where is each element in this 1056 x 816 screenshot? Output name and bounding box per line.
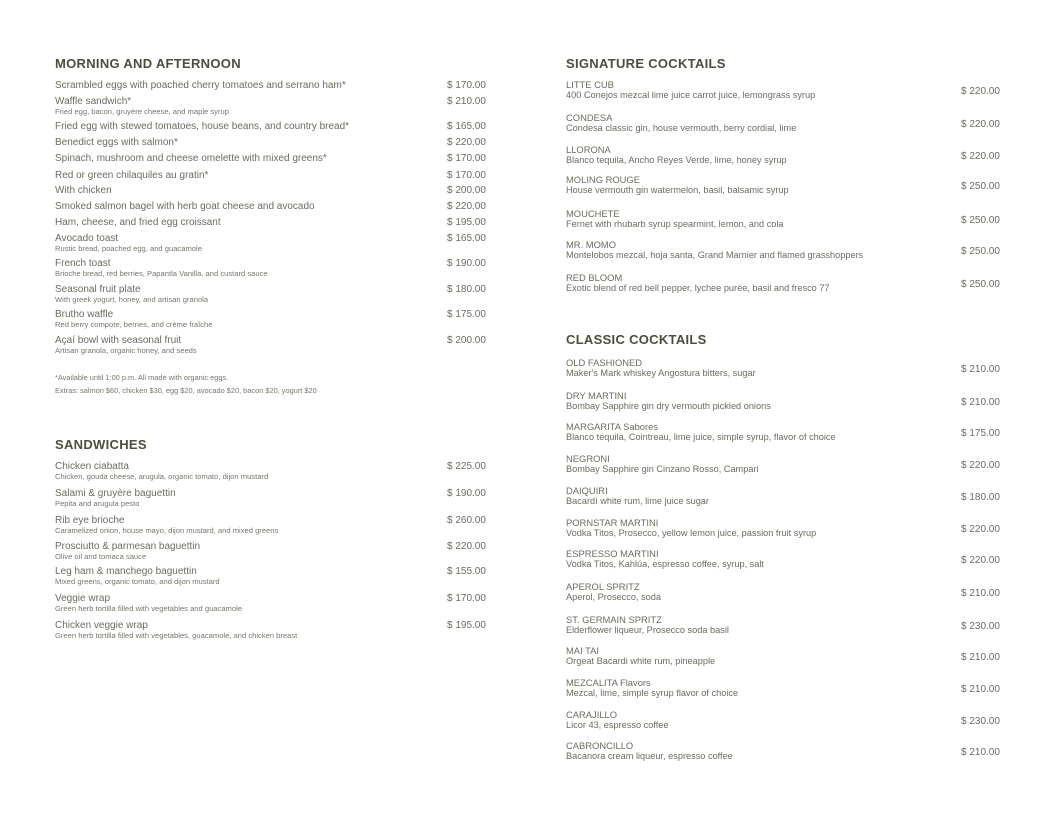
menu-item — [566, 453, 1011, 475]
menu-item — [55, 541, 495, 561]
menu-item — [55, 217, 495, 228]
item-price: $ 220.00 — [447, 201, 486, 212]
item-price: $ 200.00 — [447, 185, 486, 196]
item-name: Smoked salmon bagel with herb goat cheese and avocado — [55, 201, 315, 212]
menu-item — [55, 515, 495, 535]
menu-item — [566, 581, 1011, 603]
item-price: $ 210.00 — [961, 684, 1000, 695]
item-price: $ 250.00 — [961, 181, 1000, 192]
menu-item — [566, 517, 1011, 539]
item-name: CABRONCILLO — [566, 740, 634, 751]
item-name: MR. MOMO — [566, 239, 616, 250]
item-name: Fried egg with stewed tomatoes, house beans, and country bread* — [55, 121, 350, 132]
item-description: Blanco tequila, Ancho Reyes Verde, lime, honey syrup — [566, 155, 787, 165]
item-name: LITTE CUB — [566, 79, 614, 90]
item-price: $ 220.00 — [447, 137, 486, 148]
item-description: Blanco tequila, Cointreau, lime juice, simple syrup, flavor of choice — [566, 432, 836, 442]
item-price: $ 170.00 — [447, 80, 486, 91]
item-name: Chicken ciabatta — [55, 461, 129, 472]
item-price: $ 230.00 — [961, 621, 1000, 632]
menu-item — [566, 272, 1011, 294]
item-price: $ 220.00 — [961, 151, 1000, 162]
item-price: $ 195.00 — [447, 620, 486, 631]
item-name: Leg ham & manchego baguettin — [55, 566, 197, 577]
item-name: With chicken — [55, 185, 112, 196]
item-name: PORNSTAR MARTINI — [566, 517, 659, 528]
menu-item — [566, 79, 1011, 101]
menu-item — [566, 174, 1011, 196]
menu-item — [55, 566, 495, 586]
item-description: Aperol, Prosecco, soda — [566, 592, 661, 602]
item-price: $ 155.00 — [447, 566, 486, 577]
menu-item — [55, 96, 495, 116]
menu-item — [566, 208, 1011, 230]
item-price: $ 210.00 — [447, 96, 486, 107]
item-price: $ 210.00 — [961, 747, 1000, 758]
item-description: Green herb tortilla filled with vegetables and guacamole — [55, 604, 242, 613]
menu-item — [55, 461, 495, 481]
item-price: $ 230.00 — [961, 716, 1000, 727]
item-price: $ 260.00 — [447, 515, 486, 526]
extras-note: Extras: salmon $60, chicken $30, egg $20, avocado $20, bacon $20, yogurt $20 — [55, 386, 317, 395]
item-name: Waffle sandwich* — [55, 96, 132, 107]
menu-item — [566, 144, 1011, 166]
item-price: $ 220.00 — [961, 524, 1000, 535]
item-price: $ 250.00 — [961, 246, 1000, 257]
item-description: Bombay Sapphire gin dry vermouth pickled onions — [566, 401, 771, 411]
menu-item — [55, 185, 495, 196]
section-title-classic: CLASSIC COCKTAILS — [566, 332, 707, 347]
menu-item — [55, 593, 495, 613]
item-description: Fried egg, bacon, gruyère cheese, and maple syrup — [55, 107, 229, 116]
item-name: Ham, cheese, and fried egg croissant — [55, 217, 221, 228]
menu-item — [55, 233, 495, 253]
item-description: Pepita and arugula pesto — [55, 499, 140, 508]
menu-item — [566, 677, 1011, 699]
item-name: Benedict eggs with salmon* — [55, 137, 178, 148]
menu-item — [566, 614, 1011, 636]
item-price: $ 170.00 — [447, 593, 486, 604]
item-price: $ 220.00 — [961, 460, 1000, 471]
menu-item — [566, 548, 1011, 570]
item-description: Olive oil and tomaca sauce — [55, 552, 147, 561]
item-price: $ 210.00 — [961, 364, 1000, 375]
item-name: MEZCALITA Flavors — [566, 677, 651, 688]
item-description: Exotic blend of red bell pepper, lychee purée, basil and fresco 77 — [566, 283, 830, 293]
section-title-morning: MORNING AND AFTERNOON — [55, 56, 241, 71]
item-description: House vermouth gin watermelon, basil, balsamic syrup — [566, 185, 789, 195]
item-price: $ 165.00 — [447, 233, 486, 244]
item-price: $ 165.00 — [447, 121, 486, 132]
item-description: Orgeat Bacardi white rum, pineapple — [566, 656, 716, 666]
item-description: Brioche bread, red berries, Papantla Vanilla, and custard sauce — [55, 269, 268, 278]
menu-item — [55, 201, 495, 212]
menu-item — [55, 170, 495, 181]
item-price: $ 210.00 — [961, 588, 1000, 599]
item-name: RED BLOOM — [566, 272, 623, 283]
item-name: CARAJILLO — [566, 709, 618, 720]
item-price: $ 195.00 — [447, 217, 486, 228]
item-name: ST. GERMAIN SPRITZ — [566, 614, 662, 625]
item-price: $ 250.00 — [961, 279, 1000, 290]
menu-item — [566, 645, 1011, 667]
item-description: Mezcal, lime, simple syrup flavor of choice — [566, 688, 739, 698]
item-name: OLD FASHIONED — [566, 357, 643, 368]
item-description: Rustic bread, poached egg, and guacamole — [55, 244, 202, 253]
menu-item — [55, 309, 495, 329]
item-description: 400 Conejos mezcal lime juice carrot juice, lemongrass syrup — [566, 90, 816, 100]
item-description: Maker's Mark whiskey Angostura bitters, sugar — [566, 368, 756, 378]
item-description: Fernet with rhubarb syrup spearmint, lemon, and cola — [566, 219, 784, 229]
menu-item — [55, 137, 495, 148]
item-name: DRY MARTINI — [566, 390, 627, 401]
menu-item — [566, 421, 1011, 443]
item-description: Bacardí white rum, lime juice sugar — [566, 496, 709, 506]
item-name: Salami & gruyère baguettin — [55, 488, 176, 499]
item-name: MAI TAI — [566, 645, 599, 656]
item-name: Prosciutto & parmesan baguettin — [55, 541, 201, 552]
item-name: NEGRONI — [566, 453, 610, 464]
item-name: MOLING ROUGE — [566, 174, 640, 185]
item-description: Bombay Sapphire gin Cinzano Rosso, Campari — [566, 464, 759, 474]
item-name: LLORONA — [566, 144, 611, 155]
section-title-sandwiches: SANDWICHES — [55, 437, 147, 452]
item-price: $ 180.00 — [961, 492, 1000, 503]
item-price: $ 190.00 — [447, 488, 486, 499]
item-description: Elderflower liqueur, Prosecco soda basil — [566, 625, 729, 635]
section-title-signature: SIGNATURE COCKTAILS — [566, 56, 726, 71]
item-name: Brutho waffle — [55, 309, 114, 320]
item-name: Seasonal fruit plate — [55, 284, 141, 295]
item-name: Chicken veggie wrap — [55, 620, 148, 631]
item-name: APEROL SPRITZ — [566, 581, 640, 592]
item-name: French toast — [55, 258, 111, 269]
item-price: $ 210.00 — [961, 397, 1000, 408]
menu-item — [55, 153, 495, 164]
item-name: MOUCHETE — [566, 208, 620, 219]
item-name: Red or green chilaquiles au gratin* — [55, 170, 209, 181]
item-price: $ 175.00 — [961, 428, 1000, 439]
availability-note: *Available until 1:00 p.m. All made with organic eggs. — [55, 373, 229, 382]
item-name: Rib eye brioche — [55, 515, 125, 526]
menu-item — [566, 740, 1011, 762]
item-price: $ 200.00 — [447, 335, 486, 346]
item-name: CONDESA — [566, 112, 613, 123]
item-price: $ 220.00 — [961, 86, 1000, 97]
menu-item — [55, 258, 495, 278]
item-price: $ 225.00 — [447, 461, 486, 472]
item-name: Açaí bowl with seasonal fruit — [55, 335, 182, 346]
item-price: $ 170.00 — [447, 153, 486, 164]
menu-item — [55, 620, 495, 640]
item-price: $ 170.00 — [447, 170, 486, 181]
item-name: Veggie wrap — [55, 593, 111, 604]
item-name: MARGARITA Sabores — [566, 421, 659, 432]
item-name: Scrambled eggs with poached cherry tomatoes and serrano ham* — [55, 80, 346, 91]
item-price: $ 220.00 — [961, 555, 1000, 566]
menu-item — [566, 357, 1011, 379]
item-description: Mixed greens, organic tomato, and dijon mustard — [55, 577, 220, 586]
item-name: DAIQUIRI — [566, 485, 608, 496]
item-price: $ 220.00 — [961, 119, 1000, 130]
menu-item — [566, 485, 1011, 507]
menu-item — [566, 112, 1011, 134]
item-description: Licor 43, espresso coffee — [566, 720, 669, 730]
item-description: Chicken, gouda cheese, arugula, organic tomato, dijon mustard — [55, 472, 269, 481]
item-price: $ 180.00 — [447, 284, 486, 295]
item-name: Avocado toast — [55, 233, 119, 244]
menu-item — [566, 709, 1011, 731]
item-description: Green herb tortilla filled with vegetables, guacamole, and chicken breast — [55, 631, 298, 640]
item-price: $ 250.00 — [961, 215, 1000, 226]
item-description: Vodka Titos, Kahlúa, espresso coffee, syrup, salt — [566, 559, 764, 569]
menu-item — [55, 488, 495, 508]
item-price: $ 190.00 — [447, 258, 486, 269]
item-description: Montelobos mezcal, hoja santa, Grand Marnier and flamed grasshoppers — [566, 250, 864, 260]
item-price: $ 220.00 — [447, 541, 486, 552]
item-description: With greek yogurt, honey, and artisan granola — [55, 295, 209, 304]
item-description: Vodka Titos, Prosecco, yellow lemon juice, passion fruit syrup — [566, 528, 817, 538]
item-name: Spinach, mushroom and cheese omelette with mixed greens* — [55, 153, 327, 164]
menu-item — [55, 121, 495, 132]
item-description: Red berry compote, berries, and crème fraîche — [55, 320, 213, 329]
menu-item — [55, 80, 495, 91]
item-description: Condesa classic gin, house vermouth, berry cordial, lime — [566, 123, 797, 133]
item-description: Caramelized onion, house mayo, dijon mustard, and mixed greens — [55, 526, 279, 535]
item-name: ESPRESSO MARTINI — [566, 548, 659, 559]
menu-item — [55, 284, 495, 304]
item-description: Bacanora cream liqueur, espresso coffee — [566, 751, 733, 761]
menu-item — [566, 239, 1011, 261]
item-description: Artisan granola, organic honey, and seeds — [55, 346, 197, 355]
menu-item — [566, 390, 1011, 412]
menu-item — [55, 335, 495, 355]
item-price: $ 210.00 — [961, 652, 1000, 663]
item-price: $ 175.00 — [447, 309, 486, 320]
